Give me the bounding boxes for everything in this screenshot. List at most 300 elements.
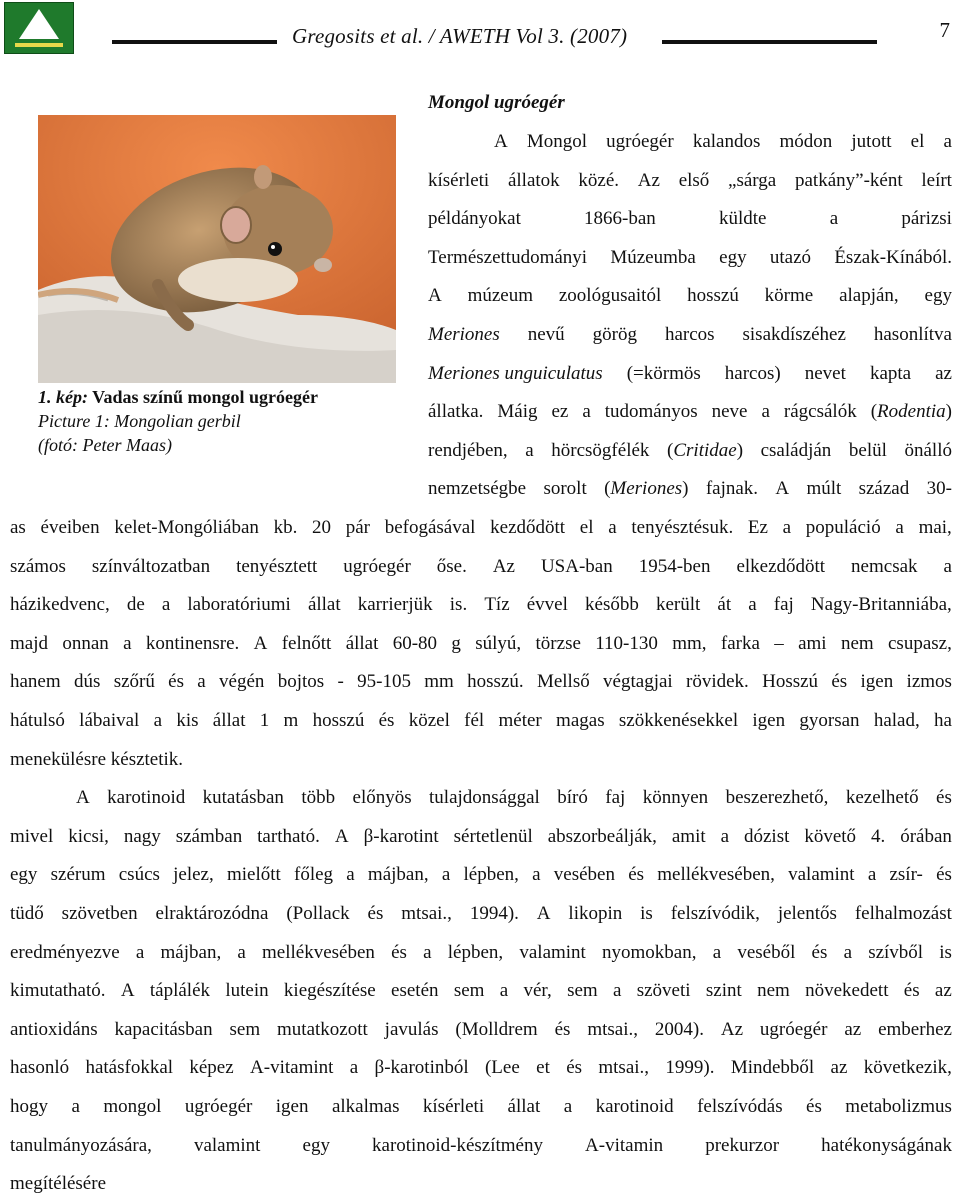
word: Mellső xyxy=(536,671,590,693)
word: a xyxy=(895,517,904,538)
word: hatásfokkal xyxy=(85,1057,174,1079)
word: előnyös xyxy=(352,787,412,809)
word: esetén xyxy=(391,980,439,1002)
word: önálló xyxy=(904,439,952,461)
word: állatok xyxy=(507,169,560,191)
word: elkezdődött xyxy=(736,555,826,577)
word: később xyxy=(585,594,639,616)
word: hosszú xyxy=(687,285,739,307)
word: (Meriones) xyxy=(604,478,689,500)
word: növekedett xyxy=(805,980,889,1002)
word: tudományos xyxy=(604,401,698,423)
word: hasonlítva xyxy=(873,324,952,345)
word: karotinoid xyxy=(595,1096,674,1117)
word: múlt xyxy=(806,478,842,500)
word: a xyxy=(608,517,617,538)
word: a xyxy=(423,941,432,963)
word: lutein xyxy=(225,980,269,1002)
text-line xyxy=(10,671,952,695)
word: képez xyxy=(189,1057,234,1079)
gerbil-photo xyxy=(38,115,396,383)
word: 1999). xyxy=(665,1057,715,1079)
word: utazó xyxy=(769,246,812,268)
word: szívből xyxy=(868,941,924,963)
word: felnőtt xyxy=(281,632,332,654)
text-line xyxy=(428,285,952,309)
word: ugróegér xyxy=(184,1096,253,1117)
word: elraktározódna xyxy=(155,903,269,924)
word: és xyxy=(566,1057,583,1079)
word: kísérleti xyxy=(422,1096,485,1117)
word: onnan xyxy=(62,632,109,654)
word: antioxidáns xyxy=(10,1018,98,1040)
word: hatékonyságának xyxy=(821,1134,952,1156)
word: nevű xyxy=(527,324,565,345)
word: kapacitásban xyxy=(114,1018,213,1040)
word: sisakdíszéhez xyxy=(742,324,846,345)
word: alapján, xyxy=(839,285,899,307)
word: A xyxy=(536,903,551,924)
word: családján xyxy=(760,439,832,461)
word: a xyxy=(748,594,757,616)
word: harcos) xyxy=(724,362,781,384)
word: Meriones unguiculatus xyxy=(428,362,603,384)
word: hörcsögfélék xyxy=(551,439,650,461)
word: nagy xyxy=(123,825,161,847)
word: farka xyxy=(720,632,760,654)
word: (=körmös xyxy=(626,362,701,384)
word: A-vitamint xyxy=(250,1057,334,1079)
word: a xyxy=(499,980,509,1002)
word: A xyxy=(120,980,135,1002)
word: majd xyxy=(10,632,48,654)
caption-english: Picture 1: Mongolian gerbil xyxy=(38,411,241,431)
word: (Lee xyxy=(484,1057,520,1079)
word: a xyxy=(582,401,591,423)
word: kimutatható. xyxy=(10,980,106,1002)
caption-title xyxy=(38,385,418,409)
word: Mongol xyxy=(526,131,588,152)
word: következik, xyxy=(863,1057,952,1079)
word: sértetlenül xyxy=(453,825,533,847)
word: kísérleti xyxy=(428,169,490,191)
word: mutatkozott xyxy=(277,1018,368,1040)
word: de xyxy=(126,594,145,616)
word: pár xyxy=(345,517,371,538)
word: kis xyxy=(176,710,199,731)
word: nemzetségbe xyxy=(428,478,527,500)
word: ugróegér xyxy=(606,131,674,152)
word: az xyxy=(935,362,952,384)
text-line xyxy=(428,247,952,271)
word: csúcs xyxy=(118,864,160,886)
word: állatka. xyxy=(428,401,484,423)
word: – xyxy=(774,632,784,654)
word: β-karotint xyxy=(363,825,439,847)
word: izmos xyxy=(906,671,952,693)
word: évvel xyxy=(526,594,568,616)
word: nem xyxy=(840,632,874,654)
word: a xyxy=(829,208,839,230)
word: az xyxy=(934,980,952,1002)
word: a xyxy=(563,1096,573,1117)
word: amit xyxy=(671,825,706,847)
word: Természettudományi xyxy=(428,246,588,268)
word: „sárga xyxy=(728,169,777,191)
word: magas xyxy=(556,710,605,731)
word: a xyxy=(197,671,206,693)
word: csupasz, xyxy=(888,632,952,654)
word: kontinensre. xyxy=(145,632,240,654)
word: sem xyxy=(567,980,598,1002)
text-line xyxy=(10,633,952,657)
word: mm, xyxy=(672,632,707,654)
word: század xyxy=(858,478,910,500)
word: példányokat xyxy=(428,208,521,230)
word: a xyxy=(712,941,722,963)
word: a xyxy=(71,1096,80,1117)
page-number: 7 xyxy=(939,18,950,42)
word: lépben, xyxy=(463,864,519,886)
word: nyomokban, xyxy=(602,941,697,963)
word: 1954-ben xyxy=(638,555,711,577)
word: a xyxy=(237,941,246,963)
word: A xyxy=(253,632,268,654)
word: alkalmas xyxy=(331,1096,400,1117)
word: 4. xyxy=(871,825,886,847)
word: mtsai., xyxy=(587,1018,638,1040)
word: 1866-ban xyxy=(584,208,656,230)
word: javulás xyxy=(384,1018,439,1040)
word: tenyésztett xyxy=(236,555,318,577)
word: a xyxy=(135,941,145,963)
word: faj xyxy=(773,594,794,616)
word: zsír- xyxy=(889,864,923,886)
word: is xyxy=(939,941,952,963)
word: likopin xyxy=(568,903,623,924)
word: neve xyxy=(711,401,748,423)
word: kezelhető xyxy=(845,787,919,809)
word: (Rodentia) xyxy=(870,401,952,423)
word: követő xyxy=(804,825,857,847)
word: tenyésztésuk. xyxy=(631,517,734,538)
word: törzse xyxy=(535,632,581,654)
word: abszorbeálják, xyxy=(547,825,657,847)
word: egy xyxy=(924,285,952,307)
word: Észak-Kínából. xyxy=(834,246,952,268)
word: a xyxy=(782,517,792,538)
word: szőrű xyxy=(113,671,155,693)
word: Hosszú xyxy=(762,671,819,693)
word: Ez xyxy=(747,517,768,538)
word: 110-130 xyxy=(595,632,658,654)
word: a xyxy=(720,825,730,847)
word: állat xyxy=(212,710,246,731)
text-line xyxy=(10,710,952,734)
word: nemcsak xyxy=(851,555,918,577)
word: faj xyxy=(605,787,626,809)
word: β-karotinból xyxy=(374,1057,469,1079)
word: kalandos xyxy=(692,131,761,152)
word: Máig xyxy=(497,401,538,423)
word: ugróegér xyxy=(343,555,411,577)
word: májban, xyxy=(367,864,429,886)
word: - xyxy=(337,671,344,693)
word: kutatásban xyxy=(202,787,284,809)
word: populáció xyxy=(805,517,881,538)
text-line xyxy=(428,401,952,425)
text-line xyxy=(10,1019,952,1043)
word: kicsi, xyxy=(68,825,109,847)
word: USA-ban xyxy=(540,555,613,577)
word: hosszú. xyxy=(467,671,524,693)
text-line xyxy=(428,208,952,232)
word: mm xyxy=(424,671,454,693)
word: rövidek. xyxy=(686,671,749,693)
word: jutott xyxy=(851,131,892,152)
text-run: menekülésre késztetik. xyxy=(10,748,184,770)
word: et xyxy=(536,1057,550,1079)
word: táplálék xyxy=(149,980,211,1002)
word: mtsai., xyxy=(598,1057,650,1079)
word: karotinoid-készítmény xyxy=(372,1134,543,1156)
word: mellékvesében, xyxy=(657,864,775,886)
header-rule-right xyxy=(662,40,877,44)
word: tartható. xyxy=(257,825,320,847)
text-line xyxy=(10,826,952,850)
word: el xyxy=(910,131,925,152)
word: a xyxy=(943,555,952,577)
word: Az xyxy=(720,1018,744,1040)
word: a xyxy=(612,980,622,1002)
word: szérum xyxy=(50,864,106,886)
figure-caption xyxy=(38,385,418,457)
word: belül xyxy=(848,439,887,461)
word: 60-80 xyxy=(392,632,438,654)
word: méter xyxy=(498,710,542,731)
word: A xyxy=(428,285,442,307)
word: súlyú, xyxy=(475,632,522,654)
word: hogy xyxy=(10,1096,48,1117)
word: ugróegér xyxy=(759,1018,828,1040)
word: tulajdonsággal xyxy=(429,787,540,809)
word: valamint xyxy=(193,1134,261,1156)
word: és xyxy=(903,980,920,1002)
word: görög xyxy=(592,324,637,345)
word: emberhez xyxy=(878,1018,952,1040)
caption-title-text: Vadas színű mongol ugróegér xyxy=(87,387,319,407)
word: m xyxy=(283,710,299,731)
word: mtsai., xyxy=(401,903,452,924)
word: számban xyxy=(175,825,243,847)
word: lépben, xyxy=(447,941,504,963)
word: a xyxy=(532,864,541,886)
journal-logo xyxy=(4,2,74,54)
word: őse. xyxy=(436,555,467,577)
word: egy xyxy=(10,864,38,886)
word: mielőtt xyxy=(226,864,281,886)
text-line xyxy=(76,787,952,811)
word: A-vitamin xyxy=(585,1134,664,1156)
text-line xyxy=(10,594,952,618)
word: rendjében, xyxy=(428,439,508,461)
word: Mindebből xyxy=(730,1057,815,1079)
word: és xyxy=(831,671,848,693)
word: a xyxy=(346,864,355,886)
word: a xyxy=(153,710,163,731)
word: könnyen xyxy=(642,787,709,809)
word: körme xyxy=(764,285,814,307)
text-line xyxy=(428,170,952,194)
word: g xyxy=(451,632,461,654)
word: és xyxy=(168,671,184,693)
word: állat xyxy=(345,632,379,654)
word: harcos xyxy=(664,324,715,345)
word: végtagjai xyxy=(603,671,673,693)
word: tüdő xyxy=(10,903,44,924)
word: kezdődött xyxy=(490,517,566,538)
word: és xyxy=(367,903,384,924)
text-line xyxy=(10,1135,952,1159)
word: végén xyxy=(219,671,265,693)
word: egy xyxy=(302,1134,330,1156)
word: és xyxy=(378,710,395,731)
word: múzeum xyxy=(467,285,534,307)
header-rule-left xyxy=(112,40,277,44)
word: as xyxy=(10,517,26,538)
word: Meriones xyxy=(428,324,500,345)
word: lábaival xyxy=(79,710,140,731)
word: ami xyxy=(798,632,827,654)
word: májban, xyxy=(160,941,222,963)
word: a xyxy=(943,131,952,152)
word: hosszú xyxy=(312,710,365,731)
word: hasonló xyxy=(10,1057,70,1079)
text-line xyxy=(10,1057,952,1081)
text-line xyxy=(494,131,952,155)
word: igen xyxy=(275,1096,309,1117)
word: kb. xyxy=(273,517,298,538)
word: közé. xyxy=(578,169,620,191)
word: leírt xyxy=(921,169,952,191)
word: tanulmányozására, xyxy=(10,1134,152,1156)
word: a xyxy=(349,1057,359,1079)
word: kelet-Mongóliában xyxy=(114,517,259,538)
word: valamint xyxy=(788,864,855,886)
word: és xyxy=(806,1096,822,1117)
text-line xyxy=(10,1173,952,1197)
word: a xyxy=(123,632,132,654)
word: Az xyxy=(637,169,660,191)
word: gyorsan xyxy=(799,710,860,731)
word: számos xyxy=(10,555,66,577)
word: és xyxy=(628,864,645,886)
word: a xyxy=(161,594,171,616)
word: szint xyxy=(705,980,742,1002)
word: órában xyxy=(900,825,952,847)
text-line xyxy=(428,363,952,387)
word: halad, xyxy=(873,710,920,731)
word: karrierjük xyxy=(357,594,433,616)
word: Tíz xyxy=(484,594,510,616)
word: az xyxy=(830,1057,848,1079)
word: rágcsálók xyxy=(783,401,857,423)
word: a xyxy=(761,401,770,423)
word: (Critidae) xyxy=(667,439,744,461)
word: szöveti xyxy=(636,980,691,1002)
word: 20 xyxy=(312,517,332,538)
word: 1 xyxy=(259,710,270,731)
word: el xyxy=(579,517,594,538)
word: mivel xyxy=(10,825,54,847)
word: patkány”-ként xyxy=(794,169,903,191)
word: egy xyxy=(719,246,747,268)
word: főleg xyxy=(294,864,334,886)
word: és xyxy=(936,787,952,809)
word: szövetben xyxy=(61,903,138,924)
word: közel xyxy=(408,710,450,731)
text-line xyxy=(10,556,952,580)
text-line xyxy=(10,517,952,541)
word: veséből xyxy=(737,941,796,963)
word: ez xyxy=(551,401,569,423)
word: át xyxy=(717,594,732,616)
word: metabolizmus xyxy=(845,1096,952,1117)
word: is xyxy=(640,903,653,924)
word: első xyxy=(678,169,710,191)
word: bíró xyxy=(557,787,588,809)
text-line xyxy=(10,903,952,927)
running-head: Gregosits et al. / AWETH Vol 3. (2007) xyxy=(292,24,628,48)
word: vér, xyxy=(523,980,552,1002)
word: felszívódik, xyxy=(670,903,760,924)
word: és xyxy=(554,1018,571,1040)
word: Az xyxy=(492,555,515,577)
word: 95-105 xyxy=(357,671,411,693)
word: párizsi xyxy=(901,208,952,230)
word: bojtos xyxy=(277,671,325,693)
word: a xyxy=(441,864,451,886)
word: zoológusaitól xyxy=(558,285,662,307)
word: felszívódás xyxy=(697,1096,783,1117)
caption-credit: (fotó: Peter Maas) xyxy=(38,435,172,455)
word: éveiben xyxy=(40,517,100,538)
word: nevet xyxy=(804,362,846,384)
word: vesében xyxy=(553,864,615,886)
word: küldte xyxy=(719,208,767,230)
word: módon xyxy=(779,131,833,152)
text-line xyxy=(428,440,952,464)
text-run: megítélésére xyxy=(10,1173,107,1195)
word: A xyxy=(775,478,790,500)
word: 2004). xyxy=(654,1018,704,1040)
word: (Molldrem xyxy=(455,1018,538,1040)
word: került xyxy=(655,594,701,616)
word: valamint xyxy=(519,941,586,963)
word: jelentős xyxy=(777,903,837,924)
word: befogásával xyxy=(384,517,476,538)
word: mongol xyxy=(103,1096,162,1117)
word: az xyxy=(844,1018,862,1040)
word: színváltozatban xyxy=(91,555,211,577)
word: A xyxy=(494,131,508,152)
word: ha xyxy=(934,710,952,731)
word: és xyxy=(811,941,828,963)
text-line xyxy=(10,1096,952,1120)
word: és xyxy=(936,864,952,886)
word: sem xyxy=(453,980,485,1002)
word: mellékvesében xyxy=(262,941,375,963)
